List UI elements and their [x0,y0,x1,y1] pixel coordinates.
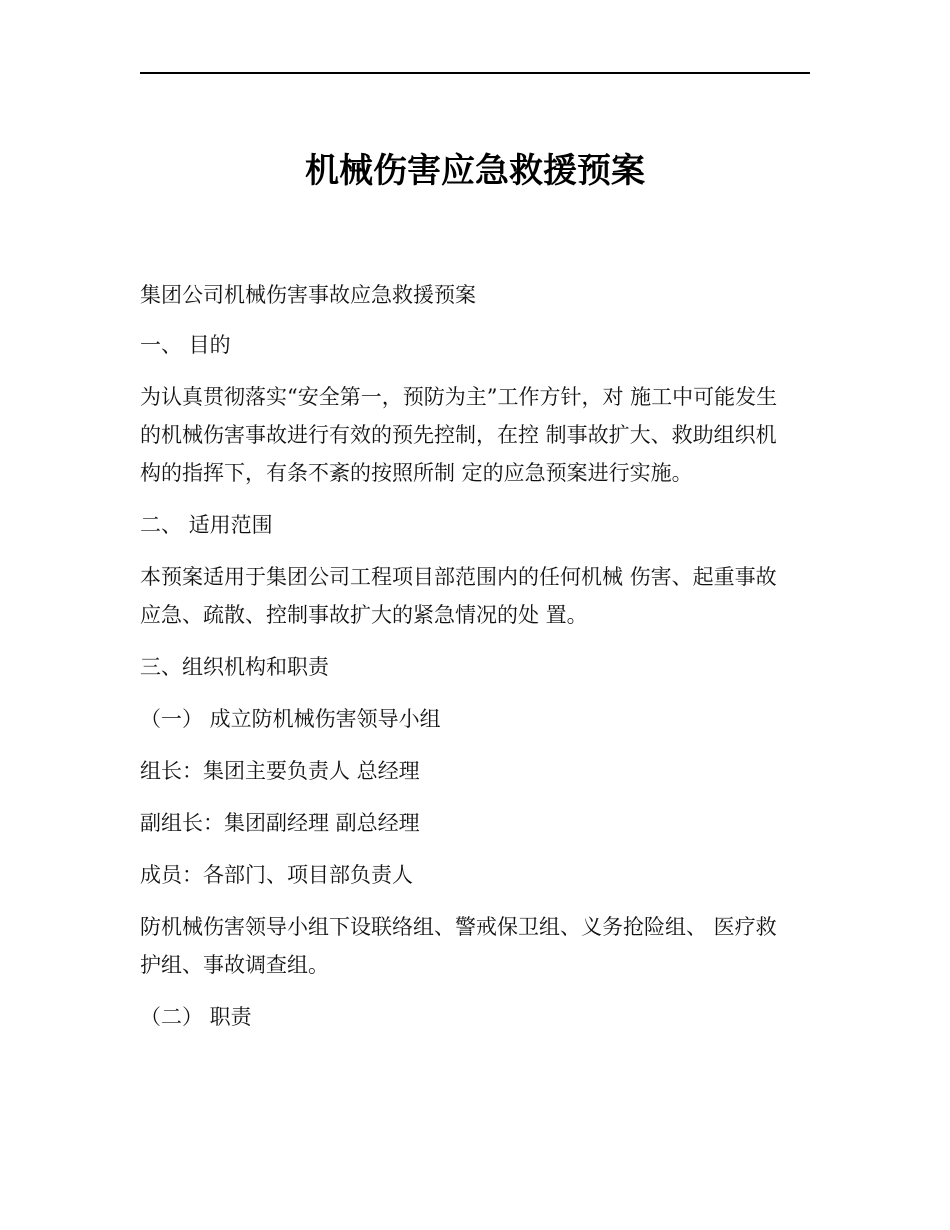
document-subtitle: 集团公司机械伤害事故应急救援预案 [140,283,476,307]
members-line: 成员：各部门、项目部负责人 [140,863,413,887]
paragraph-line: 的机械伤害事故进行有效的预先控制，在控 制事故扩大、救助组织机 [140,423,777,447]
paragraph-line: 防机械伤害领导小组下设联络组、警戒保卫组、义务抢险组、 医疗救 [140,915,777,939]
deputy-leader-line: 副组长：集团副经理 副总经理 [140,811,420,835]
subsection-heading-duties: （二） 职责 [140,1005,252,1029]
subsection-heading-leadership-group: （一） 成立防机械伤害领导小组 [140,707,441,731]
paragraph-line: 构的指挥下，有条不紊的按照所制 定的应急预案进行实施。 [140,461,693,485]
paragraph-line: 护组、事故调查组。 [140,953,329,977]
section-heading-purpose: 一、 目的 [140,333,231,357]
header-rule [140,72,810,74]
section-heading-scope: 二、 适用范围 [140,513,273,537]
paragraph-line: 为认真贯彻落实“安全第一，预防为主”工作方针，对 施工中可能发生 [140,385,778,409]
paragraph-subgroups [140,908,810,984]
paragraph-purpose [140,378,810,492]
section-heading-organization: 三、组织机构和职责 [140,655,329,679]
team-leader-line: 组长：集团主要负责人 总经理 [140,759,420,783]
paragraph-line: 本预案适用于集团公司工程项目部范围内的任何机械 伤害、起重事故 [140,565,777,589]
paragraph-line: 应急、疏散、控制事故扩大的紧急情况的处 置。 [140,603,588,627]
paragraph-scope [140,558,810,634]
document-title: 机械伤害应急救援预案 [305,151,645,191]
